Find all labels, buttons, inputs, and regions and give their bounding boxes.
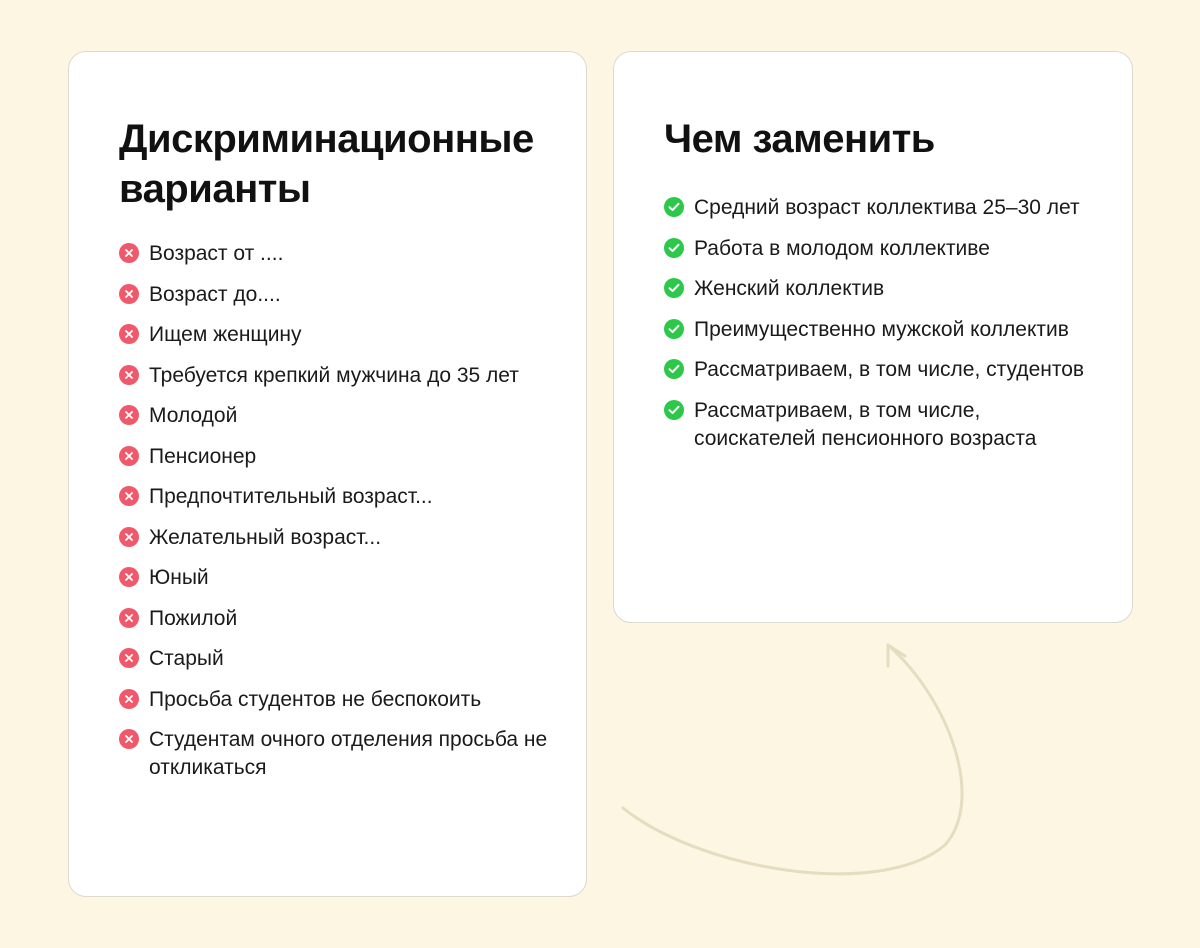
list-item — [119, 524, 559, 552]
list-item — [119, 281, 559, 309]
list-item-text: Желательный возраст... — [149, 525, 382, 549]
x-circle-icon — [119, 648, 139, 668]
x-circle-icon — [119, 567, 139, 587]
list-item-text: Возраст от .... — [149, 242, 284, 265]
list-item-text: Юный — [149, 566, 209, 589]
list-item-text: Пенсионер — [149, 444, 257, 468]
list-item-text: Предпочтительный возраст... — [149, 485, 433, 508]
list-item-text: Студентам очного отделения просьба не откликаться — [149, 728, 548, 779]
list-item-text: Старый — [149, 647, 224, 670]
replacement-options-title: Чем заменить — [664, 117, 935, 161]
arrow-head — [888, 645, 905, 666]
check-circle-icon — [664, 278, 684, 298]
list-item — [664, 275, 1104, 303]
list-item — [664, 194, 1104, 222]
list-item-text: Женский коллектив — [694, 277, 885, 300]
list-item — [119, 645, 559, 673]
x-circle-icon — [119, 405, 139, 425]
x-circle-icon — [119, 446, 139, 466]
list-item-text: Рассматриваем, в том числе, студентов — [694, 358, 1085, 381]
x-circle-icon — [119, 365, 139, 385]
list-item — [664, 356, 1104, 384]
list-item-text: Возраст до.... — [149, 282, 281, 306]
list-item — [119, 726, 559, 782]
discriminatory-options-title: Дискриминационные варианты — [119, 117, 534, 211]
check-circle-icon — [664, 238, 684, 258]
list-item-text: Требуется крепкий мужчина до 35 лет — [149, 363, 519, 387]
list-item — [664, 316, 1104, 344]
list-item — [119, 362, 559, 390]
x-circle-icon — [119, 486, 139, 506]
check-circle-icon — [664, 197, 684, 217]
list-item-text: Преимущественно мужской коллектив — [694, 317, 1069, 341]
x-circle-icon — [119, 527, 139, 547]
x-circle-icon — [119, 729, 139, 749]
list-item-text: Просьба студентов не беспокоить — [149, 687, 482, 711]
list-item-text: Молодой — [149, 404, 238, 427]
x-circle-icon — [119, 243, 139, 263]
x-circle-icon — [119, 284, 139, 304]
check-circle-icon — [664, 400, 684, 420]
list-item-text: Рассматриваем, в том числе, соискателей пенсионного возраста — [694, 398, 1037, 450]
list-item — [119, 240, 559, 268]
list-item — [119, 564, 559, 592]
list-item — [119, 605, 559, 633]
check-circle-icon — [664, 319, 684, 339]
x-circle-icon — [119, 608, 139, 628]
list-item — [119, 443, 559, 471]
list-item-text: Работа в молодом коллективе — [694, 236, 990, 260]
replacement-options-card — [613, 51, 1133, 623]
discriminatory-options-card — [68, 51, 587, 897]
arrow-curve — [623, 645, 962, 874]
check-circle-icon — [664, 359, 684, 379]
list-item — [664, 235, 1104, 263]
list-item — [119, 483, 559, 511]
list-item-text: Средний возраст коллектива 25–30 лет — [694, 196, 1080, 219]
list-item — [664, 397, 1104, 453]
discriminatory-options-list — [119, 240, 559, 795]
list-item — [119, 686, 559, 714]
replacement-options-list — [664, 194, 1104, 465]
x-circle-icon — [119, 689, 139, 709]
list-item-text: Пожилой — [149, 606, 238, 630]
list-item — [119, 321, 559, 349]
x-circle-icon — [119, 324, 139, 344]
list-item-text: Ищем женщину — [149, 323, 302, 346]
list-item — [119, 402, 559, 430]
